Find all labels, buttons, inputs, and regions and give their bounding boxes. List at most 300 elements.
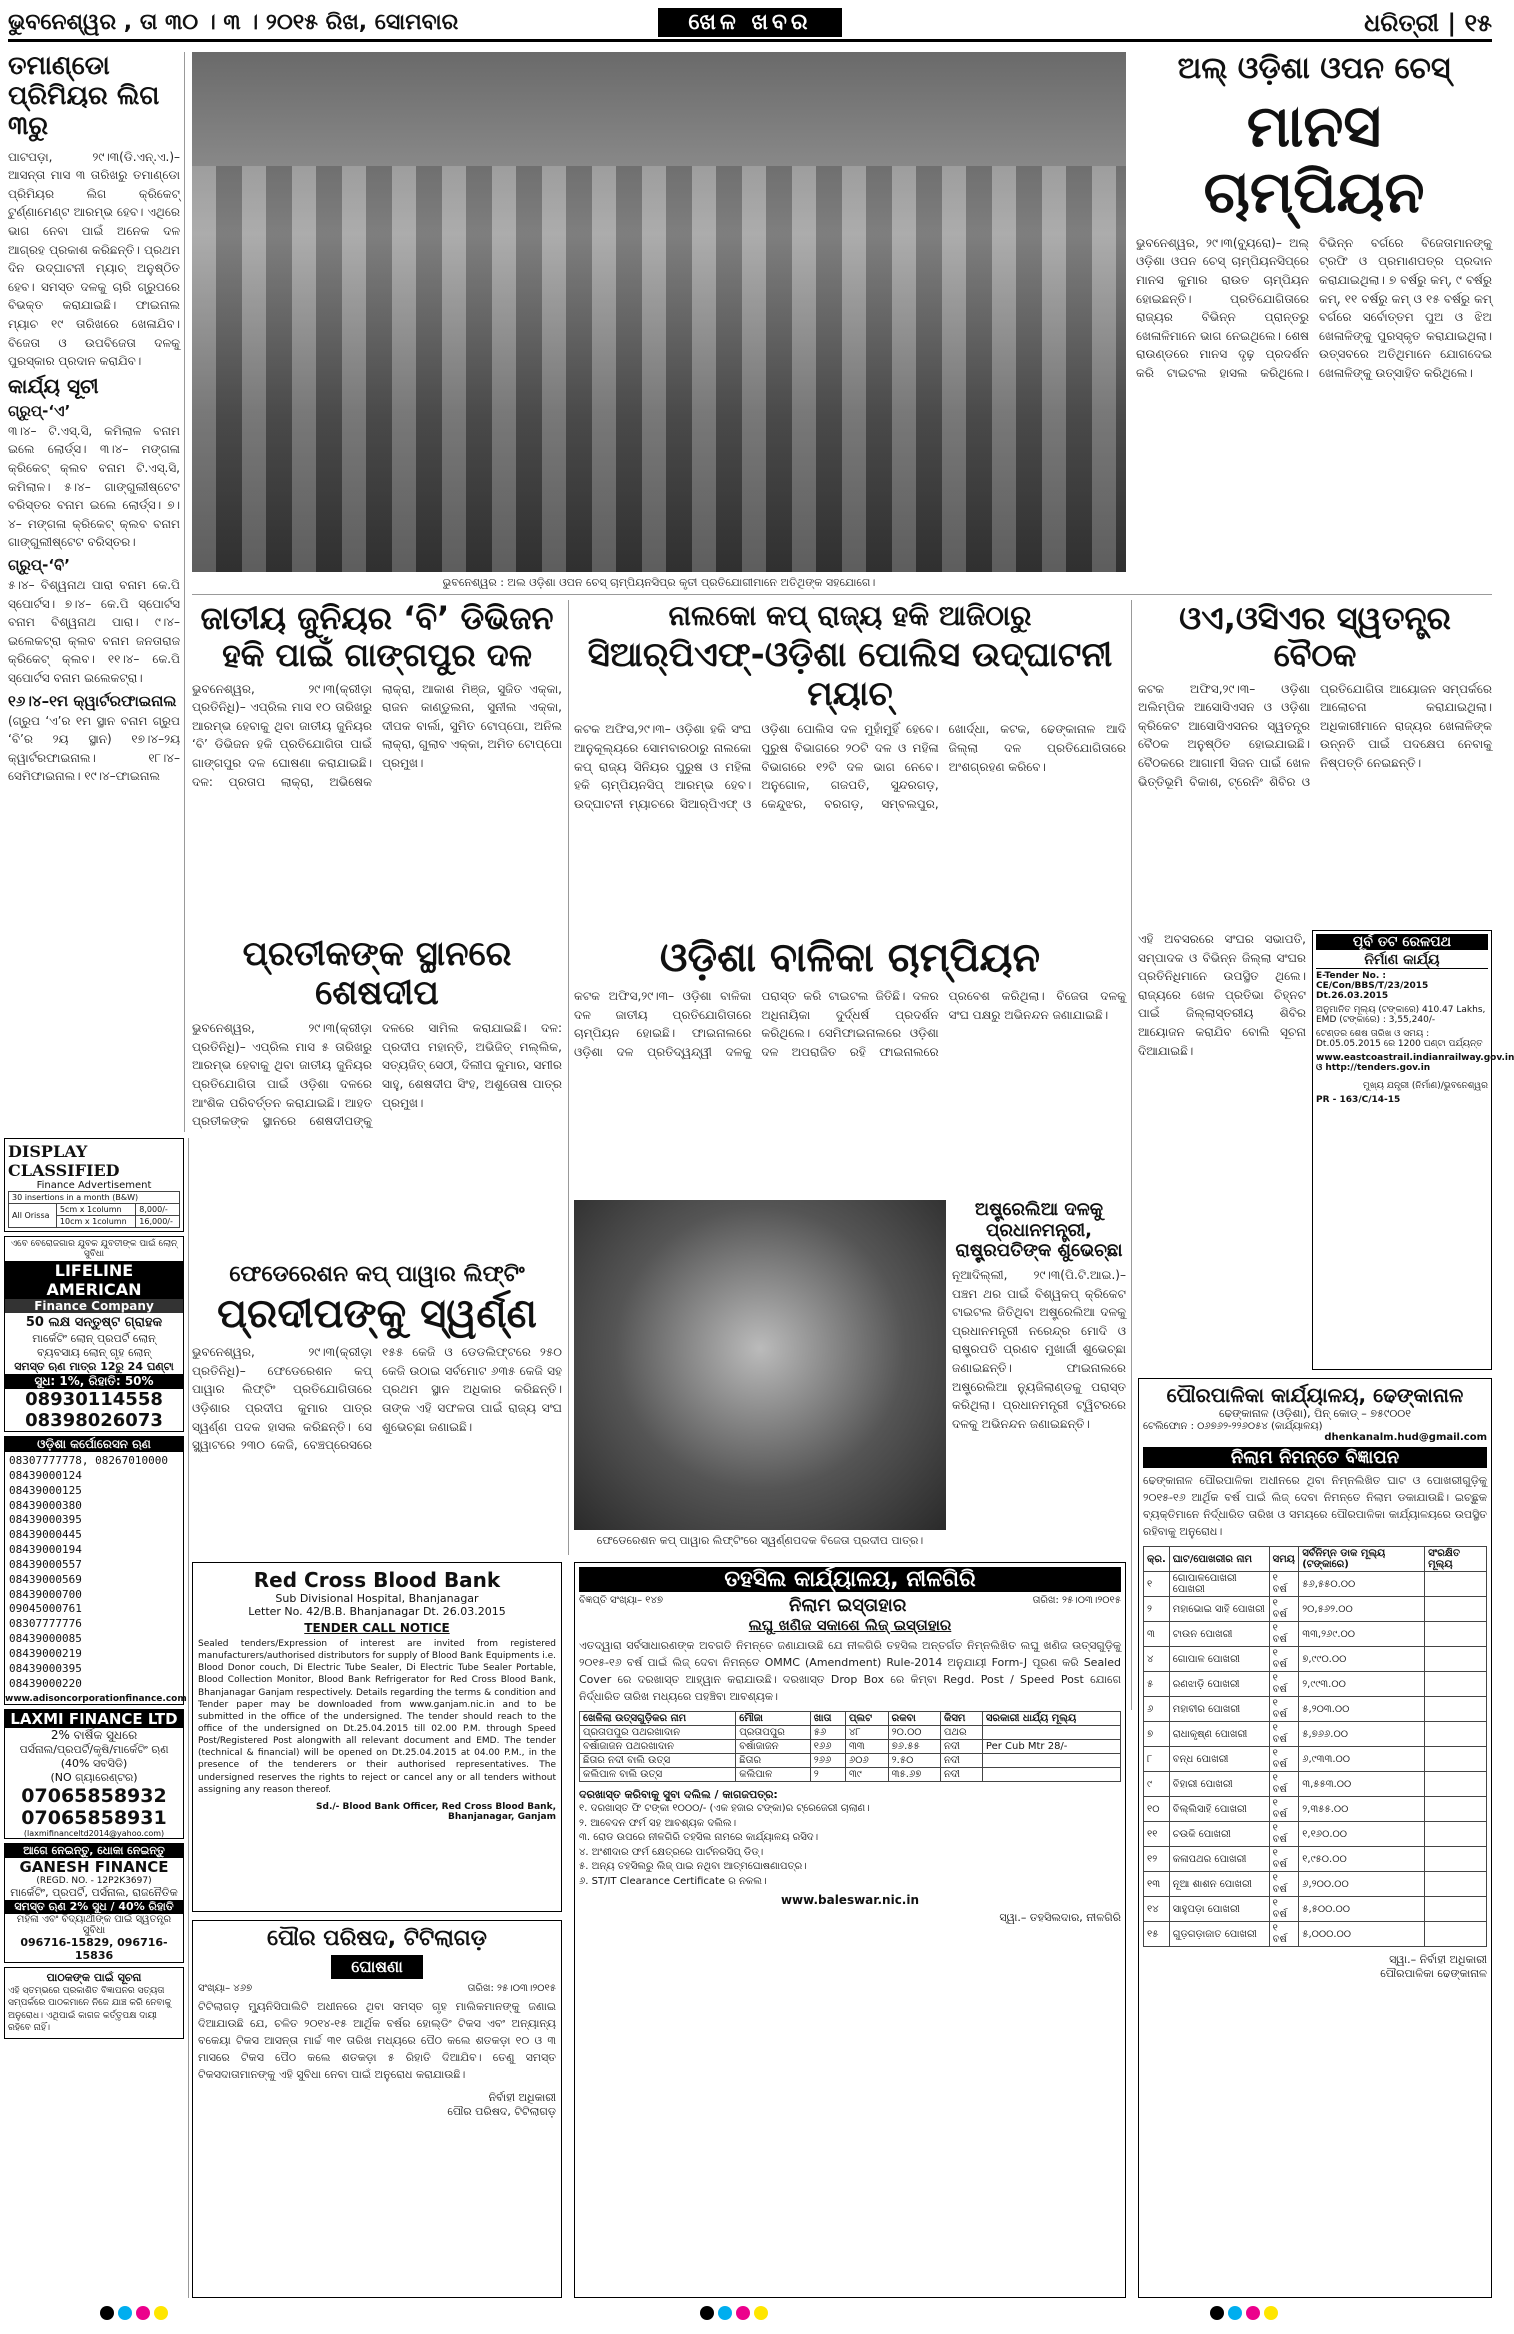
titilagarh-sign-1: ନିର୍ବାହୀ ଅଧିକାରୀ [488, 2091, 556, 2105]
titilagarh-num: ସଂଖ୍ୟା– ୪୬୭ [198, 1983, 253, 1994]
dhenkanal-col-header: ସମୟ [1269, 1547, 1299, 1572]
dhenkanal-table-cell [1425, 1772, 1487, 1797]
dhenkanal-sign-2: ପୌରପାଳିକା ଢେଙ୍କାନାଳ [1380, 1967, 1487, 1981]
dhenkanal-col-header: ସଂରକ୍ଷିତ ମୂଲ୍ୟ [1425, 1547, 1487, 1572]
page-number: ୧୫ [1464, 8, 1493, 37]
railway-footer: ମୁଖ୍ୟ ଯନ୍ତ୍ରୀ (ନିର୍ମାଣ)/ଭୁବନେଶ୍ୱର [1363, 1081, 1488, 1091]
redcross-body: Sealed tenders/Expression of interest are invited from registered manufacturers/authorised distributors for supply of Blood Bank Equipments i.e. Blood Donor couch, Di Electric Tube Sealer, Di Electric Tube Sealer Portable, Blood Collection Monitor, Blood Bank Refrigerator for Red Cross Blood Bank, Bhanjanagar Ganjam respectively. Details regarding the terms & condition and Tender paper may be downloaded from www.ganjam.nic.in and to be submitted in the office of the undersigned. The tender should reach to the office of the undersigned on Dt.25.04.2015 till 02.00 P.M. through Speed Post/Registered Post alongwith all relevant document and EMD. The tender (technical & financial) will be opened on Dt.25.04.2015 at 04.00 P.M., in the presence of the tenderers or their authorised representatives. The undersigned reserves the rights to reject or cancel any or all tenders without assigning any reason thereof. [198, 1639, 556, 1795]
dhenkanal-tel: ଟେଲିଫୋନ : ୦୬୭୬୨-୨୨୬୦୫୪ (କାର୍ଯ୍ୟାଳୟ) [1143, 1421, 1323, 1432]
pm-body: ନୂଆଦିଲ୍ଲୀ, ୨୯।୩(ପି.ଟି.ଆଇ.)– ପଞ୍ଚମ ଥର ପାଇଁ ବିଶ୍ୱକପ୍ କ୍ରିକେଟ ଟାଇଟଲ ଜିତିଥିବା ଅଷ୍ଟ୍ରେଲିଆ ଦଳକୁ ପ୍ରଧାନମନ୍ତ୍ରୀ ନରେନ୍ଦ୍ର ମୋଦି ଓ ରାଷ୍ଟ୍ରପତି ପ୍ରଣବ ମୁଖାର୍ଜୀ ଶୁଭେଚ୍ଛା ଜଣାଇଛନ୍ତି। ଫାଇନାଲରେ ଅଷ୍ଟ୍ରେଲିଆ ନ୍ୟୁଜିଲାଣ୍ଡକୁ ପରାସ୍ତ କରିଥିଲା। ପ୍ରଧାନମନ୍ତ୍ରୀ ଟ୍ୱିଟରରେ ଦଳକୁ ଅଭିନନ୍ଦନ ଜଣାଇଛନ୍ତି। [952, 1268, 1126, 1431]
lifeline-line-5: ସୁଧ: 1%, ରିହାତି: 50% [5, 1374, 183, 1389]
nilagiri-table-row [580, 1740, 1121, 1754]
redcross-sub-2: Letter No. 42/B.B. Bhanjanagar Dt. 26.03.2015 [248, 1605, 506, 1618]
nilagiri-table-cell: ୫୬ [810, 1726, 845, 1740]
hockey-state-kicker: ନାଲକୋ କପ୍ ରାଜ୍ୟ ହକି ଆଜିଠାରୁ [668, 599, 1032, 632]
story-hockey-junior [192, 600, 562, 930]
adison-phone: 08307777776 [9, 1617, 82, 1631]
nilagiri-col-header: ମୌଜା [736, 1712, 811, 1726]
pratik-headline: ପ୍ରତୀକଙ୍କ ସ୍ଥାନରେ ଶେଷଦୀପ [242, 934, 512, 1014]
titilagarh-title: ପୌର ପରିଷଦ, ଟିଟିଲାଗଡ଼ [267, 1926, 487, 1951]
powerlift-kicker: ଫେଡେରେଶନ କପ୍ ପାୱାର ଲିଫ୍ଟିଂ [229, 1262, 525, 1287]
laxmi-phone-1: 07065858932 [21, 1784, 167, 1807]
titilagarh-body: ଟିଟିଲାଗଡ଼ ମ୍ୟୁନିସିପାଲିଟି ଅଧୀନରେ ଥିବା ସମସ୍ତ ଗୃହ ମାଲିକମାନଙ୍କୁ ଜଣାଇ ଦିଆଯାଉଛି ଯେ, ଚଳିତ ୨୦୧୪-୧୫ ଆର୍ଥିକ ବର୍ଷର ହୋଲ୍ଡିଂ ଟିକସ ଏବଂ ଅନ୍ୟାନ୍ୟ ବକେୟା ଟିକସ ଆସନ୍ତା ମାର୍ଚ୍ଚ ୩୧ ତାରିଖ ମଧ୍ୟରେ ପୈଠ କଲେ ଶତକଡ଼ା ୧୦ ଓ ୩ ମାସରେ ଟିକସ ପୈଠ କଲେ ଶତକଡ଼ା ୫ ରିହାତି ଦିଆଯିବ। ତେଣୁ ସମସ୍ତ ଟିକସଦାତାମାନଙ୍କୁ ଏହି ସୁବିଧା ନେବା ପାଇଁ ଅନୁରୋଧ କରାଯାଉଛି। [198, 2000, 556, 2082]
laxmi-email: (laxmifinanceltd2014@yahoo.com) [23, 1828, 165, 1838]
hockey-state-headline: ସିଆର୍‌ପିଏଫ୍-ଓଡ଼ିଶା ପୋଲିସ ଉଦ୍‌ଘାଟନୀ ମ୍ୟାଚ୍ [587, 635, 1113, 715]
reader-note [4, 1967, 184, 2039]
dhenkanal-table-cell: ୬,୯୩୩.୦୦ [1299, 1747, 1425, 1772]
dhenkanal-table-cell: ୧ ବର୍ଷ [1269, 1722, 1299, 1747]
dhenkanal-table-cell [1425, 1597, 1487, 1622]
nilagiri-table-row [580, 1754, 1121, 1768]
dhenkanal-table-row [1144, 1847, 1487, 1872]
story-girls [574, 935, 1126, 1195]
laxmi-phone-2: 07065858931 [21, 1806, 167, 1829]
nilagiri-table-cell: ୭୬.୫୫ [888, 1740, 940, 1754]
rate-size-2: 10cm x 1column [56, 1216, 135, 1228]
hockey-junior-body: ଭୁବନେଶ୍ୱର, ୨୯।୩(କ୍ରୀଡ଼ା ପ୍ରତିନିଧି)– ଏପ୍ରିଲ ମାସ ୧୦ ତାରିଖରୁ ଆରମ୍ଭ ହେବାକୁ ଥିବା ଜାତୀୟ ଜୁନିୟର ‘ବି’ ଡିଭିଜନ ହକି ପ୍ରତିଯୋଗିତା ପାଇଁ ଗାଙ୍ଗପୁର ଦଳ ଘୋଷଣା କରାଯାଇଛି। ଦଳ: ପ୍ରତାପ ଲାକ୍ରା, ଅଭିଷେକ ଲାକ୍ରା, ଆକାଶ ମିଞ୍ଜ, ସୁଜିତ ଏକ୍କା, ରାଜନ କାଣ୍ଡୁଲନା, ସୁନୀଲ ଏକ୍କା, ଦୀପକ ବାର୍ଲା, ସୁମିତ ଟୋପ୍ପୋ, ଅନିଲ ଲାକ୍ରା, ଗୁଲାବ ଏକ୍କା, ଅମିତ ଟୋପ୍ପୋ ପ୍ରମୁଖ। [192, 681, 562, 789]
nilagiri-col-header: ରକବା [888, 1712, 940, 1726]
dhenkanal-table-cell: ବିଲ୍ଲିସାହି ପୋଖରୀ [1169, 1797, 1269, 1822]
dhenkanal-table-cell: ଟାଉନ ପୋଖରୀ [1169, 1622, 1269, 1647]
nilagiri-table-cell: ୨.୫୦ [888, 1754, 940, 1768]
registration-marks-right [1210, 2306, 1278, 2320]
dhenkanal-body: ଢେଙ୍କାନାଳ ପୌରପାଳିକା ଅଧୀନରେ ଥିବା ନିମ୍ନଲିଖିତ ଘାଟ ଓ ପୋଖରୀଗୁଡ଼ିକୁ ୨୦୧୫-୧୬ ଆର୍ଥିକ ବର୍ଷ ପାଇଁ ଲିଜ୍ ଦେବା ନିମନ୍ତେ ନିଲାମ ଡକାଯାଉଛି। ଇଚ୍ଛୁକ ବ୍ୟକ୍ତିମାନେ ନିର୍ଦ୍ଧାରିତ ତାରିଖ ଓ ସମୟରେ ପୌରପାଳିକା କାର୍ଯ୍ୟାଳୟରେ ଉପସ୍ଥିତ ରହିବାକୁ ଅନୁରୋଧ। [1143, 1474, 1487, 1539]
story-pm [952, 1200, 1126, 1550]
dhenkanal-table-cell: ୫,୨୦୩.୦୦ [1299, 1697, 1425, 1722]
ganesh-title: GANESH FINANCE [19, 1857, 169, 1876]
dhenkanal-table-cell: ଚଉକି ପୋଖରୀ [1169, 1822, 1269, 1847]
chess-kicker: ଅଲ୍ ଓଡ଼ିଶା ଓପନ ଚେସ୍ [1177, 51, 1451, 86]
dhenkanal-table-cell: ୨ [1144, 1597, 1170, 1622]
dhenkanal-auction-table [1143, 1546, 1487, 1947]
nilagiri-table-cell: ନଦୀ [941, 1754, 983, 1768]
dhenkanal-table-row [1144, 1597, 1487, 1622]
adison-phone: 08439000085 [9, 1632, 82, 1646]
dhenkanal-table-cell: ବିହାରୀ ପୋଖରୀ [1169, 1772, 1269, 1797]
girls-body: କଟକ ଅଫିସ,୨୯।୩– ଓଡ଼ିଶା ବାଳିକା ଦଳ ଜାତୀୟ ପ୍ରତିଯୋଗିତାରେ ଚାମ୍ପିୟନ ହୋଇଛି। ଫାଇନାଲରେ ଓଡ଼ିଶା ଦଳ ପ୍ରତିଦ୍ୱନ୍ଦ୍ୱୀ ଦଳକୁ ପରାସ୍ତ କରି ଟାଇଟଲ ଜିତିଛି। ଦଳର ଅଧିନାୟିକା ଦୁର୍ଦ୍ଧର୍ଷ ପ୍ରଦର୍ଶନ କରିଥିଲେ। ସେମିଫାଇନାଲରେ ଓଡ଼ିଶା ଦଳ ଅପରାଜିତ ରହି ଫାଇନାଲରେ ପ୍ରବେଶ କରିଥିଲା। ବିଜେତା ଦଳକୁ ସଂଘ ପକ୍ଷରୁ ଅଭିନନ୍ଦନ ଜଣାଯାଇଛି। [574, 989, 1126, 1059]
rate-size-1: 5cm x 1column [56, 1204, 135, 1216]
lifeline-sub: Finance Company [5, 1299, 183, 1313]
dhenkanal-table-cell: ୧ ବର୍ଷ [1269, 1672, 1299, 1697]
dhenkanal-table-row [1144, 1572, 1487, 1597]
dhenkanal-table-cell: ୧ ବର୍ଷ [1269, 1597, 1299, 1622]
hockey-state-body: କଟକ ଅଫିସ,୨୯।୩– ଓଡ଼ିଶା ହକି ସଂଘ ଆନୁକୂଲ୍ୟରେ ସୋମବାରଠାରୁ ନାଲକୋ କପ୍ ରାଜ୍ୟ ସିନିୟର ପୁରୁଷ ଓ ମହିଳା ହକି ଚାମ୍ପିୟନସିପ୍ ଆରମ୍ଭ ହେବ। ଉଦ୍‌ଘାଟନୀ ମ୍ୟାଚରେ ସିଆର୍‌ପିଏଫ୍ ଓ ଓଡ଼ିଶା ପୋଲିସ ଦଳ ମୁହାଁମୁହିଁ ହେବେ। ପୁରୁଷ ବିଭାଗରେ ୨୦ଟି ଦଳ ଓ ମହିଳା ବିଭାଗରେ ୧୨ଟି ଦଳ ଭାଗ ନେବେ। ଅନୁଗୋଳ, ଗଜପତି, ସୁନ୍ଦରଗଡ଼, କେନ୍ଦୁଝର, ବରଗଡ଼, ସମ୍ବଲପୁର, ଖୋର୍ଦ୍ଧା, କଟକ, ଢେଙ୍କାନାଳ ଆଦି ଜିଲ୍ଲା ଦଳ ପ୍ରତିଯୋଗିତାରେ ଅଂଶଗ୍ରହଣ କରିବେ। [574, 722, 1126, 811]
nilagiri-sign: ସ୍ୱା.– ତହସିଲଦାର, ନୀଳଗିରି [999, 1911, 1121, 1925]
dhenkanal-table-cell: ନୂଆ ଶାଶନ ପୋଖରୀ [1169, 1872, 1269, 1897]
schedule-body: ୩।୪– ଟି.ଏସ୍.ସି, କମିଲାଳ ବନାମ ଇଲେ ଲୋର୍ଡ୍ସ। ୩।୪– ମଙ୍ଗଳା କ୍ରିକେଟ୍ କ୍ଲବ ବନାମ ଟି.ଏସ୍.ସି, କମିଲାଳ। ୫।୪– ଗାଙ୍ଗୁଲୀଷ୍ଟେଟ ବରିସ୍ତର ବନାମ ଇଲେ ଲୋର୍ଡ୍ସ। ୭।୪– ମଙ୍ଗଳା କ୍ରିକେଟ୍ କ୍ଲବ ବନାମ ଗାଙ୍ଗୁଲୀଷ୍ଟେଟ ବରିସ୍ତର। [8, 423, 180, 550]
adison-phone: 08439000569 [9, 1572, 82, 1586]
chess-photo-caption: ଭୁବନେଶ୍ୱର : ଅଲ ଓଡ଼ିଶା ଓପନ ଚେସ୍ ଚାମ୍ପିୟନସିପ୍‌ର କୃତୀ ପ୍ରତିଯୋଗୀମାନେ ଅତିଥିଙ୍କ ସହଯୋଗେ। [442, 576, 876, 589]
adison-phone: 09045000761 [9, 1602, 82, 1616]
railway-work: ଅନୁମାନିତ ମୂଲ୍ୟ (ଟଙ୍କାରେ) 410.47 Lakhs, EMD (ଟଙ୍କାରେ) : 3,55,240/- [1316, 1005, 1486, 1025]
display-rate-table [8, 1191, 180, 1228]
nilagiri-date: ତାରିଖ: ୨୫।୦୩।୨୦୧୫ [1032, 1595, 1121, 1606]
group-b-label: ଗ୍ରୁପ୍-‘ବି’ [8, 555, 70, 574]
nilagiri-table-cell: ଛିତାର [736, 1754, 811, 1768]
laxmi-title: LAXMI FINANCE LTD [5, 1710, 183, 1728]
adison-phone: 08439000557 [9, 1557, 82, 1571]
redcross-title: Red Cross Blood Bank [253, 1568, 501, 1592]
lifeline-line-4: ସମସ୍ତ ଋଣ ମାତ୍ର 12ରୁ 24 ଘଣ୍ଟା [14, 1360, 174, 1373]
dhenkanal-table-cell: ୧ ବର୍ଷ [1269, 1697, 1299, 1722]
dhenkanal-table-row [1144, 1772, 1487, 1797]
nilagiri-tahasil-ad [574, 1562, 1126, 2298]
lifeline-ad [4, 1236, 184, 1432]
dhenkanal-table-cell: ୧ ବର୍ଷ [1269, 1847, 1299, 1872]
dhenkanal-table-cell: ୧ ବର୍ଷ [1269, 1872, 1299, 1897]
railway-tender-no: E-Tender No. : CE/Con/BBS/T/23/2015 Dt.26.03.2015 [1316, 971, 1429, 1001]
railway-site: www.eastcoastrail.indianrailway.gov.in ଓ http://tenders.gov.in [1316, 1053, 1514, 1073]
lifeline-line-1: 50 ଲକ୍ଷ ସନ୍ତୁଷ୍ଟ ଗ୍ରାହକ [25, 1315, 163, 1330]
nilagiri-table-cell: ୩୫.୬୭ [888, 1768, 940, 1782]
dhenkanal-table-cell [1425, 1747, 1487, 1772]
dhenkanal-table-cell [1425, 1672, 1487, 1697]
railway-dates: ଟେଣ୍ଡର ଶେଷ ତାରିଖ ଓ ସମୟ : Dt.05.05.2015 ରେ 1200 ଘଣ୍ଟା ପର୍ଯ୍ୟନ୍ତ [1316, 1029, 1483, 1049]
nilagiri-table-cell: Per Cub Mtr 28/- [982, 1740, 1120, 1754]
dhenkanal-table-cell: ୫,୭୬୬.୦୦ [1299, 1722, 1425, 1747]
laxmi-line-2: ପର୍ସନାଲ/ପ୍ରପର୍ଟି/କୃଷି/ମାର୍କେଟିଂ ଋଣ [19, 1742, 169, 1756]
dhenkanal-col-header: ସର୍ବନିମ୍ନ ଡାକ ମୂଲ୍ୟ (ଟଙ୍କାରେ) [1299, 1547, 1425, 1572]
adison-phone: 08439000395 [9, 1661, 82, 1675]
nilagiri-doc-item: ୨. ଆବେଦନ ଫର୍ମ ସହ ଆବଶ୍ୟକ ଦଲିଲ। [579, 1817, 737, 1829]
dhenkanal-table-cell: ୧୨ [1144, 1847, 1170, 1872]
ganesh-reg: (REGD. NO. - 12P2K3697) [36, 1875, 152, 1886]
nilagiri-table-cell: ୩୩ [845, 1740, 888, 1754]
nilagiri-table-cell [982, 1754, 1120, 1768]
dhenkanal-table-cell [1425, 1572, 1487, 1597]
dhenkanal-table-cell: ୭ [1144, 1722, 1170, 1747]
dhenkanal-table-cell: ୧୪ [1144, 1897, 1170, 1922]
dhenkanal-table-cell: ଗୋପାଳ ପୋଖରୀ [1169, 1647, 1269, 1672]
dhenkanal-table-cell [1425, 1922, 1487, 1947]
laxmi-ad [4, 1709, 184, 1839]
dhenkanal-table-row [1144, 1822, 1487, 1847]
adison-phone: 08439000194 [9, 1543, 82, 1557]
lifeline-line-2: ମାର୍କେଟିଂ ଲୋନ୍ ପ୍ରପର୍ଟି ଲୋନ୍ [32, 1332, 156, 1345]
dhenkanal-table-row [1144, 1647, 1487, 1672]
headline: ତମାଣ୍ଡୋ ପ୍ରିମିୟର ଲିଗ ୩ରୁ [8, 51, 160, 141]
dhenkanal-table-cell: ୧୩ [1144, 1872, 1170, 1897]
dhenkanal-table-cell: ୧ ବର୍ଷ [1269, 1622, 1299, 1647]
nilagiri-body: ଏତଦ୍ୱାରା ସର୍ବସାଧାରଣଙ୍କ ଅବଗତି ନିମନ୍ତେ ଜଣାଯାଉଛି ଯେ ନୀଳଗିରି ତହସିଲ ଅନ୍ତର୍ଗତ ନିମ୍ନଲିଖିତ ଲଘୁ ଖଣିଜ ଉତ୍ସଗୁଡ଼ିକୁ ୨୦୧୫-୧୬ ବର୍ଷ ପାଇଁ ଲିଜ୍ ଦେବା ନିମନ୍ତେ OMMC (Amendment) Rule-2014 ଅନୁଯାୟୀ Form-J ପୂରଣ କରି Sealed Cover ରେ ଦରଖାସ୍ତ ଆହ୍ୱାନ କରାଯାଉଛି। ଦରଖାସ୍ତ Drop Box ରେ କିମ୍ବା Regd. Post / Speed Post ଯୋଗେ ନିର୍ଦ୍ଧାରିତ ତାରିଖ ମଧ୍ୟରେ ପହଞ୍ଚିବା ଆବଶ୍ୟକ। [579, 1639, 1121, 1704]
dhenkanal-table-cell: ୧୦ [1144, 1797, 1170, 1822]
dhenkanal-municipal-ad [1138, 1378, 1492, 2298]
adison-phone: 08439000124 [9, 1468, 82, 1482]
adison-phone: 08439000380 [9, 1498, 82, 1512]
oa-body: କଟକ ଅଫିସ,୨୯।୩– ଓଡ଼ିଶା ଅଲିମ୍ପିକ ଆସୋସିଏସନ ଓ ଓଡ଼ିଶା କ୍ରିକେଟ ଆସୋସିଏସନର ସ୍ୱତନ୍ତ୍ର ବୈଠକ ଅନୁଷ୍ଠିତ ହୋଇଯାଇଛି। ବୈଠକରେ ଆଗାମୀ ସିଜନ ପାଇଁ ଖେଳ ଭିତ୍ତିଭୂମି ବିକାଶ, ଟ୍ରେନିଂ ଶିବିର ଓ ପ୍ରତିଯୋଗିତା ଆୟୋଜନ ସମ୍ପର୍କରେ ଆଲୋଚନା କରାଯାଇଥିଲା। ଅଧିକାରୀମାନେ ରାଜ୍ୟର ଖେଳାଳିଙ୍କ ଉନ୍ନତି ପାଇଁ ପଦକ୍ଷେପ ନେବାକୁ ନିଷ୍ପତ୍ତି ନେଇଛନ୍ତି। [1138, 681, 1492, 789]
titilagarh-sign-2: ପୌର ପରିଷଦ, ଟିଟିଲାଗଡ଼ [447, 2105, 556, 2119]
nilagiri-docs-list [579, 1802, 1121, 1889]
dhenkanal-table-cell: ମହାଭୋଇ ସାହି ପୋଖରୀ [1169, 1597, 1269, 1622]
pm-headline: ଅଷ୍ଟ୍ରେଲିଆ ଦଳକୁ ପ୍ରଧାନମନ୍ତ୍ରୀ, ରାଷ୍ଟ୍ରପତିଙ୍କ ଶୁଭେଚ୍ଛା [955, 1199, 1123, 1262]
adison-phone: 08439000220 [9, 1676, 82, 1690]
quarterfinal-title: ୧୬।୪–୧ମ କ୍ୱାର୍ଟରଫାଇନାଲ [8, 691, 177, 710]
nilagiri-doc-item: ୫. ଅନ୍ୟ ତହସିଲରୁ ଲିଜ୍ ପାଇ ନଥିବା ଆତ୍ମଘୋଷଣାପତ୍ର। [579, 1861, 807, 1873]
redcross-tender-ad [192, 1562, 562, 1912]
rate-val-2: 16,000/- [136, 1216, 180, 1228]
powerlifter-photo [574, 1200, 946, 1530]
nilagiri-table-cell: ୬୦୬ [845, 1754, 888, 1768]
dhenkanal-table-cell [1425, 1872, 1487, 1897]
dhenkanal-email: dhenkanalm.hud@gmail.com [1324, 1432, 1487, 1443]
rate-val-1: 8,000/- [136, 1204, 180, 1216]
dhenkanal-table-cell: ୧ [1144, 1572, 1170, 1597]
dhenkanal-table-cell [1425, 1622, 1487, 1647]
story-chess [1136, 52, 1492, 572]
dhenkanal-table-cell [1425, 1722, 1487, 1747]
dhenkanal-table-cell: ୪ [1144, 1647, 1170, 1672]
oa-headline: ଓଏ,ଓସିଏର ସ୍ୱତନ୍ତ୍ର ବୈଠକ [1179, 599, 1451, 674]
rate-note: 30 insertions in a month (B&W) [9, 1192, 180, 1204]
nilagiri-doc-item: ୪. ଅଂଶୀଦାର ଫର୍ମ କ୍ଷେତ୍ରରେ ପାର୍ଟନରସିପ୍ ଡିଡ୍। [579, 1846, 764, 1858]
laxmi-line-4: (NO ଗ୍ୟାରେଣ୍ଟର) [50, 1770, 138, 1784]
dhenkanal-table-cell [1425, 1797, 1487, 1822]
nilagiri-table-cell: ୨୦.୦୦ [888, 1726, 940, 1740]
nilagiri-table-cell: ବର୍ଷାଜାଜନ ପଥରଖାଦାନ [580, 1740, 736, 1754]
powerlift-body: ଭୁବନେଶ୍ୱର, ୨୯।୩(କ୍ରୀଡ଼ା ପ୍ରତିନିଧି)– ଫେଡେରେଶନ କପ୍ ପାୱାର ଲିଫ୍ଟିଂ ପ୍ରତିଯୋଗିତାରେ ଓଡ଼ିଶାର ପ୍ରଦୀପ କୁମାର ପାତ୍ର ସ୍ୱର୍ଣ୍ଣ ପଦକ ହାସଲ କରିଛନ୍ତି। ସେ ସ୍କ୍ୱାଟରେ ୨୩୦ କେଜି, ବେଞ୍ଚପ୍ରେସରେ ୧୫୫ କେଜି ଓ ଡେଡଲିଫ୍ଟରେ ୨୫୦ କେଜି ଉଠାଇ ସର୍ବମୋଟ ୬୩୫ କେଜି ସହ ପ୍ରଥମ ସ୍ଥାନ ଅଧିକାର କରିଛନ୍ତି। ତାଙ୍କ ଏହି ସଫଳତା ପାଇଁ ରାଜ୍ୟ ସଂଘ ଶୁଭେଚ୍ଛା ଜଣାଇଛି। [192, 1345, 562, 1453]
dhenkanal-title: ପୌରପାଳିକା କାର୍ଯ୍ୟାଳୟ, ଢେଙ୍କାନାଳ [1166, 1383, 1464, 1407]
dhenkanal-table-cell: ସାହୁପଡ଼ା ପୋଖରୀ [1169, 1897, 1269, 1922]
nilagiri-col-header: କିସମ [941, 1712, 983, 1726]
registration-marks-left [100, 2306, 168, 2320]
nilagiri-table-cell: ପ୍ରତାପପୁର [736, 1726, 811, 1740]
lifeline-intro: ଏବେ ବେରୋଜଗାର ଯୁବକ ଯୁବତୀଙ୍କ ପାଇଁ ଲୋନ୍ ସୁବିଧା [10, 1239, 178, 1259]
nilagiri-table-cell: ପ୍ରତାପପୁର ପଥରଖାଦାନ [580, 1726, 736, 1740]
lifeline-phone-1: 08930114558 [25, 1389, 163, 1410]
rate-region: All Orissa [9, 1204, 57, 1228]
dhenkanal-table-cell: ୨୦,୫୬୨.୦୦ [1299, 1597, 1425, 1622]
nilagiri-col-header: ସରକାରୀ ଧାର୍ଯ୍ୟ ମୂଲ୍ୟ [982, 1712, 1120, 1726]
nilagiri-docs-title: ଦରଖାସ୍ତ କରିବାକୁ ସୁବା ଦଲିଲ / କାଗଜପତ୍ର: [579, 1788, 778, 1802]
reader-title: ପାଠକଙ୍କ ପାଇଁ ସୂଚନା [46, 1970, 142, 1984]
dhenkanal-table-cell: ମହାବୀର ପୋଖରୀ [1169, 1697, 1269, 1722]
registration-marks-mid [700, 2306, 768, 2320]
dhenkanal-table-cell: ୬,୨୦୦.୦୦ [1299, 1872, 1425, 1897]
nilagiri-lease-table [579, 1711, 1121, 1782]
dhenkanal-table-cell: ଗୋପାଳପୋଖରୀ ପୋଖରୀ [1169, 1572, 1269, 1597]
display-classified-sub: Finance Advertisement [36, 1180, 152, 1191]
railway-pr: PR - 163/C/14-15 [1316, 1095, 1401, 1105]
classified-column [4, 1138, 187, 2298]
dhenkanal-table-cell: ୮ [1144, 1747, 1170, 1772]
nilagiri-table-cell: ବର୍ଷାଜାଜନ [736, 1740, 811, 1754]
dhenkanal-table-cell: ଗୁଡ଼ଗଡ଼ାଜାତ ପୋଖରୀ [1169, 1922, 1269, 1947]
dhenkanal-table-row [1144, 1722, 1487, 1747]
schedule-body-2: ୫।୪– ବିଶ୍ୱନାଥ ପାରା ବନାମ କେ.ପି ସ୍ପୋର୍ଟସ। ୭।୪– କେ.ପି ସ୍ପୋର୍ଟସ ବନାମ ବିଶ୍ୱନାଥ ପାରା। ୯।୪– ଇଲେକଟ୍ରା କ୍ଲବ ବନାମ ଜନତାରାଜ କ୍ରିକେଟ୍ କ୍ଲବ। ୧୧।୪– କେ.ପି ସ୍ପୋର୍ଟସ ବନାମ ଇଲେକଟ୍ରା। [8, 577, 180, 685]
redcross-sign-1: Sd./- Blood Bank Officer, Red Cross Blood Bank, [316, 1801, 556, 1812]
dhenkanal-table-cell: ୧ ବର୍ଷ [1269, 1822, 1299, 1847]
dhenkanal-table-cell [1425, 1897, 1487, 1922]
adison-phone: 08439000700 [9, 1587, 82, 1601]
dhenkanal-table-cell [1425, 1647, 1487, 1672]
redcross-notice: TENDER CALL NOTICE [304, 1621, 450, 1635]
dhenkanal-table-row [1144, 1622, 1487, 1647]
dhenkanal-table-cell: ୫ [1144, 1672, 1170, 1697]
paper-name: ଧରିତ୍ରୀ | ୧୫ [1364, 8, 1493, 37]
dhenkanal-table-cell: ୬ [1144, 1697, 1170, 1722]
nilagiri-notice-no: ବିଜ୍ଞପ୍ତି ସଂଖ୍ୟା– ୧୪୭ [579, 1595, 664, 1606]
dhenkanal-col-header: କ୍ର. [1144, 1547, 1170, 1572]
dhenkanal-table-cell: ୧୧ [1144, 1822, 1170, 1847]
story-hockey-state [574, 600, 1126, 930]
nilagiri-table-cell: ନଦୀ [941, 1740, 983, 1754]
dhenkanal-table-cell: ୨,୯୯୩.୦୦ [1299, 1672, 1425, 1697]
story-oa [1138, 600, 1492, 920]
ganesh-intro: ଆଗେ ନେଇନ୍ତୁ, ଧୋକା ନେଇନ୍ତୁ [5, 1844, 183, 1858]
dhenkanal-table-cell [1425, 1697, 1487, 1722]
adison-phone: 08439000445 [9, 1528, 82, 1542]
chess-headline: ମାନସ ଚାମ୍ପିୟନ [1203, 91, 1425, 227]
dhenkanal-table-cell: ୭,୯୯୦.୦୦ [1299, 1647, 1425, 1672]
nilagiri-table-cell: ଛିତାର ନଦୀ ବାଲି ଉତ୍ସ [580, 1754, 736, 1768]
story-tamando [8, 52, 180, 1132]
ganesh-line-1: ମାର୍କେଟିଂ, ପ୍ରପର୍ଟି, ପର୍ସନାଲ, ରାଜନୈତିକ [10, 1885, 178, 1899]
nilagiri-sub: ଲଘୁ ଖଣିଜ ସକାଶେ ଲିଜ୍ ଇସ୍ତାହାର [748, 1616, 952, 1634]
dhenkanal-table-cell: ୯ [1144, 1772, 1170, 1797]
nilagiri-table-cell: ନଦୀ [941, 1768, 983, 1782]
dhenkanal-sign: ସ୍ୱା.– ନିର୍ବାହୀ ଅଧିକାରୀ [1389, 1953, 1487, 1967]
titilagarh-date: ତାରିଖ: ୨୫।୦୩।୨୦୧୫ [467, 1983, 556, 1994]
dhenkanal-table-row [1144, 1697, 1487, 1722]
nilagiri-table-cell: କଲିପାଳ ବାଲି ଉତ୍ସ [580, 1768, 736, 1782]
nilagiri-table-cell: ୨୬୬ [810, 1754, 845, 1768]
dhenkanal-table-cell: ୧ ବର୍ଷ [1269, 1747, 1299, 1772]
dhenkanal-table-cell: ୧,୧୬୦.୦୦ [1299, 1822, 1425, 1847]
paper-logo: ଧରିତ୍ରୀ [1364, 8, 1440, 37]
dhenkanal-table-cell: ୫,୫୦୦.୦୦ [1299, 1897, 1425, 1922]
dhenkanal-table-cell: ୧ ବର୍ଷ [1269, 1647, 1299, 1672]
dhenkanal-table-cell: ୧ ବର୍ଷ [1269, 1897, 1299, 1922]
nilagiri-col-header: ପ୍ଲଟ [845, 1712, 888, 1726]
railway-org: ପୂର୍ବ ତଟ ରେଳପଥ [1316, 934, 1488, 950]
lifeline-line-3: ବ୍ୟବସାୟ ଲୋନ୍ ଗୃହ ଲୋନ୍ [37, 1346, 151, 1359]
dhenkanal-table-row [1144, 1747, 1487, 1772]
adison-ad [4, 1436, 187, 1705]
dhenkanal-col-header: ଘାଟ/ପୋଖରୀର ନାମ [1169, 1547, 1269, 1572]
dhenkanal-table-cell: ୧ ବର୍ଷ [1269, 1572, 1299, 1597]
titilagarh-notice: ଘୋଷଣା [331, 1955, 423, 1979]
dhenkanal-table-row [1144, 1872, 1487, 1897]
dhenkanal-table-cell: ୩ [1144, 1622, 1170, 1647]
chess-body: ଭୁବନେଶ୍ୱର, ୨୯।୩(ବ୍ୟୁରୋ)– ଅଲ୍ ଓଡ଼ିଶା ଓପନ ଚେସ୍ ଚାମ୍ପିୟନସିପ୍‌ରେ ମାନସ କୁମାର ରାଉତ ଚାମ୍ପିୟନ ହୋଇଛନ୍ତି। ପ୍ରତିଯୋଗିତାରେ ରାଜ୍ୟର ବିଭିନ୍ନ ପ୍ରାନ୍ତରୁ ଖେଳାଳିମାନେ ଭାଗ ନେଇଥିଲେ। ଶେଷ ରାଉଣ୍ଡରେ ମାନସ ଦୃଢ଼ ପ୍ରଦର୍ଶନ କରି ଟାଇଟଲ ହାସଲ କରିଥିଲେ। ବିଭିନ୍ନ ବର୍ଗରେ ବିଜେତାମାନଙ୍କୁ ଟ୍ରଫି ଓ ପ୍ରମାଣପତ୍ର ପ୍ରଦାନ କରାଯାଇଥିଲା। ୭ ବର୍ଷରୁ କମ୍, ୯ ବର୍ଷରୁ କମ୍, ୧୧ ବର୍ଷରୁ କମ୍ ଓ ୧୫ ବର୍ଷରୁ କମ୍ ବର୍ଗରେ ସର୍ବୋତ୍ତମ ପୁଅ ଓ ଝିଅ ଖେଳାଳିଙ୍କୁ ପୁରସ୍କୃତ କରାଯାଇଥିଲା। ଉତ୍ସବରେ ଅତିଥିମାନେ ଯୋଗଦେଇ ଖେଳାଳିଙ୍କୁ ଉତ୍ସାହିତ କରିଥିଲେ। [1136, 235, 1492, 381]
redcross-sub-1: Sub Divisional Hospital, Bhanjanagar [275, 1592, 479, 1605]
nilagiri-table-cell: ୨ [810, 1768, 845, 1782]
adison-phone-list [5, 1452, 183, 1694]
lifeline-phone-2: 08398026073 [25, 1410, 163, 1431]
nilagiri-doc-item: ୬. ST/IT Clearance Certificate ର ନକଲ। [579, 1875, 767, 1887]
nilagiri-col-header: ଖେଳିଲା ଉତ୍ସଗୁଡ଼ିକର ନାମ [580, 1712, 736, 1726]
nilagiri-col-header: ଖାତା [810, 1712, 845, 1726]
ganesh-phone: 096716-15829, 096716-15836 [20, 1935, 168, 1962]
ganesh-ad [4, 1843, 184, 1963]
dhenkanal-sub: ଢେଙ୍କାନାଳ (ଓଡ଼ିଶା), ପିନ୍ କୋଡ୍ – ୭୫୯୦୦୧ [1219, 1407, 1411, 1420]
nilagiri-table-cell [982, 1768, 1120, 1782]
dhenkanal-table-cell: ରାଧାକୃଷ୍ଣ ପୋଖରୀ [1169, 1722, 1269, 1747]
powerlift-headline: ପ୍ରଦୀପଙ୍କୁ ସ୍ୱର୍ଣ୍ଣ [217, 1291, 537, 1338]
dhenkanal-table-cell: ୫,୦୦୦.୦୦ [1299, 1922, 1425, 1947]
dhenkanal-table-cell: କଳାପଥର ପୋଖରୀ [1169, 1847, 1269, 1872]
dhenkanal-table-cell: ୧ ବର୍ଷ [1269, 1922, 1299, 1947]
page-header [8, 6, 1492, 42]
nilagiri-table-row [580, 1726, 1121, 1740]
powerlifter-photo-caption: ଫେଡେରେଶନ କପ୍ ପାୱାର ଲିଫ୍ଟିଂରେ ସ୍ୱର୍ଣ୍ଣପଦକ ବିଜେତା ପ୍ରଦୀପ ପାତ୍ର। [596, 1534, 924, 1547]
adison-phone: 08439000219 [9, 1646, 82, 1660]
titilagarh-notice-ad [192, 1920, 562, 2298]
lifeline-title: LIFELINE AMERICAN [5, 1261, 183, 1299]
dhenkanal-table-cell: ବନ୍ଧ ପୋଖରୀ [1169, 1747, 1269, 1772]
dhenkanal-table-cell: ୩୩,୨୬୯.୦୦ [1299, 1622, 1425, 1647]
dhenkanal-table-cell [1425, 1822, 1487, 1847]
dhenkanal-table-cell: ୧ ବର୍ଷ [1269, 1772, 1299, 1797]
laxmi-line-1: 2% ବାର୍ଷିକ ସୁଧରେ [50, 1727, 138, 1742]
adison-site: www.adisoncorporationfinance.com [5, 1693, 187, 1704]
adison-phone: 08439000125 [9, 1483, 82, 1497]
story-body: ପାଟପଡ଼ା, ୨୯।୩(ଡି.ଏନ୍.ଏ.)– ଆସନ୍ତା ମାସ ୩ ତାରିଖରୁ ତମାଣ୍ଡୋ ପ୍ରିମିୟର ଲିଗ କ୍ରିକେଟ୍ ଟୁର୍ଣ୍ଣାମେଣ୍ଟ ଆରମ୍ଭ ହେବ। ଏଥିରେ ଭାଗ ନେବା ପାଇଁ ଅନେକ ଦଳ ଆଗ୍ରହ ପ୍ରକାଶ କରିଛନ୍ତି। ପ୍ରଥମ ଦିନ ଉଦ୍‌ଘାଟନୀ ମ୍ୟାଚ୍ ଅନୁଷ୍ଠିତ ହେବ। ସମସ୍ତ ଦଳକୁ ଚାରି ଗ୍ରୁପରେ ବିଭକ୍ତ କରାଯାଇଛି। ଫାଇନାଲ ମ୍ୟାଚ ୧୯ ତାରିଖରେ ଖେଳାଯିବ। ବିଜେତା ଓ ଉପବିଜେତା ଦଳକୁ ପୁରସ୍କାର ପ୍ରଦାନ କରାଯିବ। [8, 149, 180, 369]
nilagiri-table-cell: ୩୯ [845, 1768, 888, 1782]
story-powerlift [192, 1262, 562, 1557]
reader-body: ଏହି ସ୍ତମ୍ଭରେ ପ୍ରକାଶିତ ବିଜ୍ଞାପନର ସତ୍ୟତା ସମ୍ପର୍କରେ ପାଠକମାନେ ନିଜେ ଯାଞ୍ଚ କରି ନେବାକୁ ଅନୁରୋଧ। ଏଥିପାଇଁ କାଗଜ କର୍ତ୍ତୃପକ୍ଷ ଦାୟୀ ରହିବେ ନାହିଁ। [8, 1985, 172, 2034]
adison-phone: 08307777778, 08267010000 [9, 1454, 168, 1467]
nilagiri-table-row [580, 1768, 1121, 1782]
display-classified-box [4, 1138, 184, 1232]
schedule-title: କାର୍ଯ୍ୟ ସୂଚୀ [8, 373, 99, 398]
nilagiri-title: ତହସିଲ କାର୍ଯ୍ୟାଳୟ, ନୀଳଗିରି [579, 1567, 1121, 1592]
adison-title: ଓଡ଼ିଶା କର୍ପୋରେସନ ଋଣ [5, 1437, 183, 1452]
dhenkanal-table-cell: ୧୫ [1144, 1922, 1170, 1947]
nilagiri-table-cell: କଲିପାଳ [736, 1768, 811, 1782]
ganesh-line-3: ମହିଳା ଏବଂ ବିଦ୍ୟାର୍ଥୀଙ୍କ ପାଇଁ ସ୍ୱତନ୍ତ୍ର ସୁବିଧା [16, 1913, 172, 1936]
dhenkanal-table-row [1144, 1922, 1487, 1947]
section-title: ଖେଳ ଖବର [658, 8, 841, 37]
pratik-body: ଭୁବନେଶ୍ୱର, ୨୯।୩(କ୍ରୀଡ଼ା ପ୍ରତିନିଧି)– ଏପ୍ରିଲ ମାସ ୫ ତାରିଖରୁ ଆରମ୍ଭ ହେବାକୁ ଥିବା ଜାତୀୟ ଜୁନିୟର ପ୍ରତିଯୋଗିତା ପାଇଁ ଓଡ଼ିଶା ଦଳରେ ଆଂଶିକ ପରିବର୍ତ୍ତନ କରାଯାଇଛି। ଆହତ ପ୍ରତୀକଙ୍କ ସ୍ଥାନରେ ଶେଷଦୀପଙ୍କୁ ଦଳରେ ସାମିଲ କରାଯାଇଛି। ଦଳ: ପ୍ରଦୀପ ମହାନ୍ତି, ଅଭିଜିତ୍ ମଲ୍ଲିକ, ସତ୍ୟଜିତ୍ ସେଠୀ, ଦିଲୀପ କୁମାର, ସମୀର ସାହୁ, ଶେଷଦୀପ ସିଂହ, ଅଶୁତୋଷ ପାତ୍ର ପ୍ରମୁଖ। [192, 1021, 562, 1129]
chess-group-photo [192, 52, 1126, 572]
girls-headline: ଓଡ଼ିଶା ବାଳିକା ଚାମ୍ପିୟନ [659, 935, 1041, 981]
hockey-junior-headline: ଜାତୀୟ ଜୁନିୟର ‘ବି’ ଡିଭିଜନ ହକି ପାଇଁ ଗାଙ୍ଗପୁର ଦଳ [200, 599, 554, 674]
railway-tender-ad [1312, 930, 1514, 1370]
railway-title: ନିର୍ମାଣ କାର୍ଯ୍ୟ [1316, 952, 1488, 969]
nilagiri-site: www.baleswar.nic.in [780, 1893, 920, 1908]
dateline: ଭୁବନେଶ୍ୱର , ତା ୩୦ । ୩ । ୨୦୧୫ ରିଖ, ସୋମବାର [8, 10, 459, 35]
story-pratik [192, 935, 562, 1255]
dhenkanal-table-row [1144, 1672, 1487, 1697]
nilagiri-table-cell: ପଥର [941, 1726, 983, 1740]
dhenkanal-table-cell: ରଣଝାଡ଼ି ପୋଖରୀ [1169, 1672, 1269, 1697]
nilagiri-table-cell: ୪୮ [845, 1726, 888, 1740]
dhenkanal-table-cell: ୫୬,୫୫୦.୦୦ [1299, 1572, 1425, 1597]
dhenkanal-table-cell: ୨,୩୫୫.୦୦ [1299, 1797, 1425, 1822]
nilagiri-doc-item: ୩. ରୋଡ ଉପରେ ନୀଳଗିରି ତହସିଲ ନାମରେ କାର୍ଯ୍ୟାଳୟ ରସିଦ। [579, 1832, 819, 1844]
dhenkanal-table-row [1144, 1897, 1487, 1922]
nilagiri-doc-item: ୧. ଦରଖାସ୍ତ ଫି ଟଙ୍କା ୧୦୦୦/- (ଏକ ହଜାର ଟଙ୍କା)ର ଟ୍ରେଜେରୀ ଚାଲାଣ। [579, 1803, 870, 1815]
display-classified-title: DISPLAY CLASSIFIED [8, 1142, 120, 1180]
ganesh-line-2: ସମସ୍ତ ଋଣ 2% ସୁଧ / 40% ରିହାତି [5, 1900, 183, 1914]
dhenkanal-table-cell [1425, 1847, 1487, 1872]
nilagiri-table-cell [982, 1726, 1120, 1740]
dhenkanal-notice: ନିଲାମ ନିମନ୍ତେ ବିଜ୍ଞାପନ [1143, 1447, 1487, 1468]
group-a-label: ଗ୍ରୁପ୍-‘ଏ’ [8, 401, 71, 420]
oa-body-continued: ଏହି ଅବସରରେ ସଂଘର ସଭାପତି, ସମ୍ପାଦକ ଓ ବିଭିନ୍ନ ଜିଲ୍ଲା ସଂଘର ପ୍ରତିନିଧିମାନେ ଉପସ୍ଥିତ ଥିଲେ। ରାଜ୍ୟରେ ଖେଳ ପ୍ରତିଭା ଚିହ୍ନଟ ପାଇଁ ଜିଲ୍ଲାସ୍ତରୀୟ ଶିବିର ଆୟୋଜନ କରାଯିବ ବୋଲି ସୂଚନା ଦିଆଯାଇଛି। [1138, 932, 1306, 1058]
laxmi-line-3: (40% ସବସିଡି) [60, 1756, 128, 1770]
dhenkanal-table-row [1144, 1797, 1487, 1822]
nilagiri-notice: ନିଲାମ ଇସ୍ତାହାର [789, 1595, 907, 1616]
quarterfinal-body: (ଗ୍ରୁପ ‘ଏ’ର ୧ମ ସ୍ଥାନ ବନାମ ଗ୍ରୁପ ‘ବି’ର ୨ୟ ସ୍ଥାନ) ୧୭।୪–୨ୟ କ୍ୱାର୍ଟରଫାଇନାଲ। ୧୮।୪–ସେମିଫାଇନାଲ। ୧୯।୪–ଫାଇନାଲ [8, 713, 180, 784]
adison-phone: 08439000395 [9, 1513, 82, 1527]
redcross-sign-2: Bhanjanagar, Ganjam [448, 1811, 556, 1822]
dhenkanal-table-cell: ୧ ବର୍ଷ [1269, 1797, 1299, 1822]
dhenkanal-table-cell: ୩,୫୫୩.୦୦ [1299, 1772, 1425, 1797]
dhenkanal-table-cell: ୧,୯୫୦.୦୦ [1299, 1847, 1425, 1872]
nilagiri-table-cell: ୧୬୬ [810, 1740, 845, 1754]
